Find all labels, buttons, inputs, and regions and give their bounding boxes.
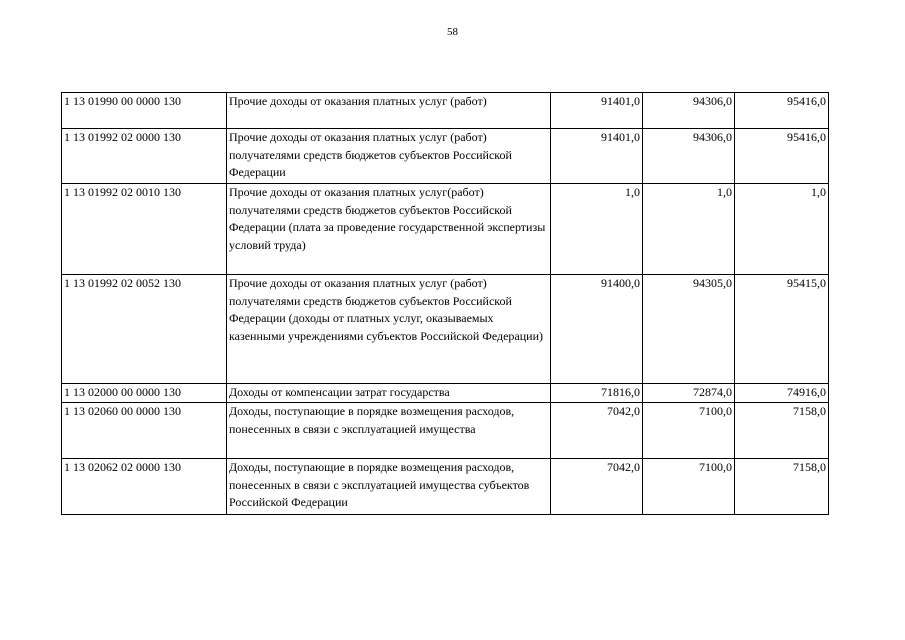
row-name: Доходы, поступающие в порядке возмещения расходов, понесенных в связи с эксплуатацией имущества	[227, 403, 551, 459]
row-name: Прочие доходы от оказания платных услуг (работ)	[227, 93, 551, 129]
row-value-2: 7100,0	[643, 459, 735, 515]
row-code: 1 13 01992 02 0010 130	[62, 184, 227, 275]
table-row	[62, 93, 829, 129]
row-code: 1 13 02000 00 0000 130	[62, 384, 227, 403]
row-code: 1 13 02060 00 0000 130	[62, 403, 227, 459]
table-row	[62, 403, 829, 459]
row-value-2: 72874,0	[643, 384, 735, 403]
row-value-2: 94306,0	[643, 129, 735, 184]
row-code: 1 13 01990 00 0000 130	[62, 93, 227, 129]
table-row	[62, 129, 829, 184]
row-name: Доходы, поступающие в порядке возмещения расходов, понесенных в связи с эксплуатацией имущества субъектов Российской Федерации	[227, 459, 551, 515]
row-code: 1 13 01992 02 0052 130	[62, 275, 227, 384]
row-name: Прочие доходы от оказания платных услуг (работ) получателями средств бюджетов субъектов Российской Федерации	[227, 129, 551, 184]
row-name: Прочие доходы от оказания платных услуг (работ) получателями средств бюджетов субъектов Российской Федерации (доходы от платных услуг, оказываемых казенными учреждениями субъектов Российской Федерации)	[227, 275, 551, 384]
row-value-1: 91401,0	[551, 93, 643, 129]
table-row	[62, 275, 829, 384]
table-row	[62, 184, 829, 275]
row-value-3: 95416,0	[735, 129, 829, 184]
row-value-2: 94306,0	[643, 93, 735, 129]
row-value-2: 1,0	[643, 184, 735, 275]
table-row	[62, 384, 829, 403]
row-name: Доходы от компенсации затрат государства	[227, 384, 551, 403]
row-code: 1 13 01992 02 0000 130	[62, 129, 227, 184]
row-name: Прочие доходы от оказания платных услуг(работ) получателями средств бюджетов субъектов Российской Федерации (плата за проведение государственной экспертизы условий труда)	[227, 184, 551, 275]
row-value-1: 71816,0	[551, 384, 643, 403]
row-value-3: 95416,0	[735, 93, 829, 129]
table-row	[62, 459, 829, 515]
row-value-2: 7100,0	[643, 403, 735, 459]
row-value-1: 91401,0	[551, 129, 643, 184]
row-value-3: 7158,0	[735, 403, 829, 459]
row-value-3: 7158,0	[735, 459, 829, 515]
row-code: 1 13 02062 02 0000 130	[62, 459, 227, 515]
row-value-3: 74916,0	[735, 384, 829, 403]
budget-revenue-table	[61, 92, 829, 515]
row-value-1: 7042,0	[551, 459, 643, 515]
row-value-3: 1,0	[735, 184, 829, 275]
page-number: 58	[447, 26, 458, 38]
row-value-3: 95415,0	[735, 275, 829, 384]
row-value-2: 94305,0	[643, 275, 735, 384]
row-value-1: 91400,0	[551, 275, 643, 384]
row-value-1: 1,0	[551, 184, 643, 275]
row-value-1: 7042,0	[551, 403, 643, 459]
